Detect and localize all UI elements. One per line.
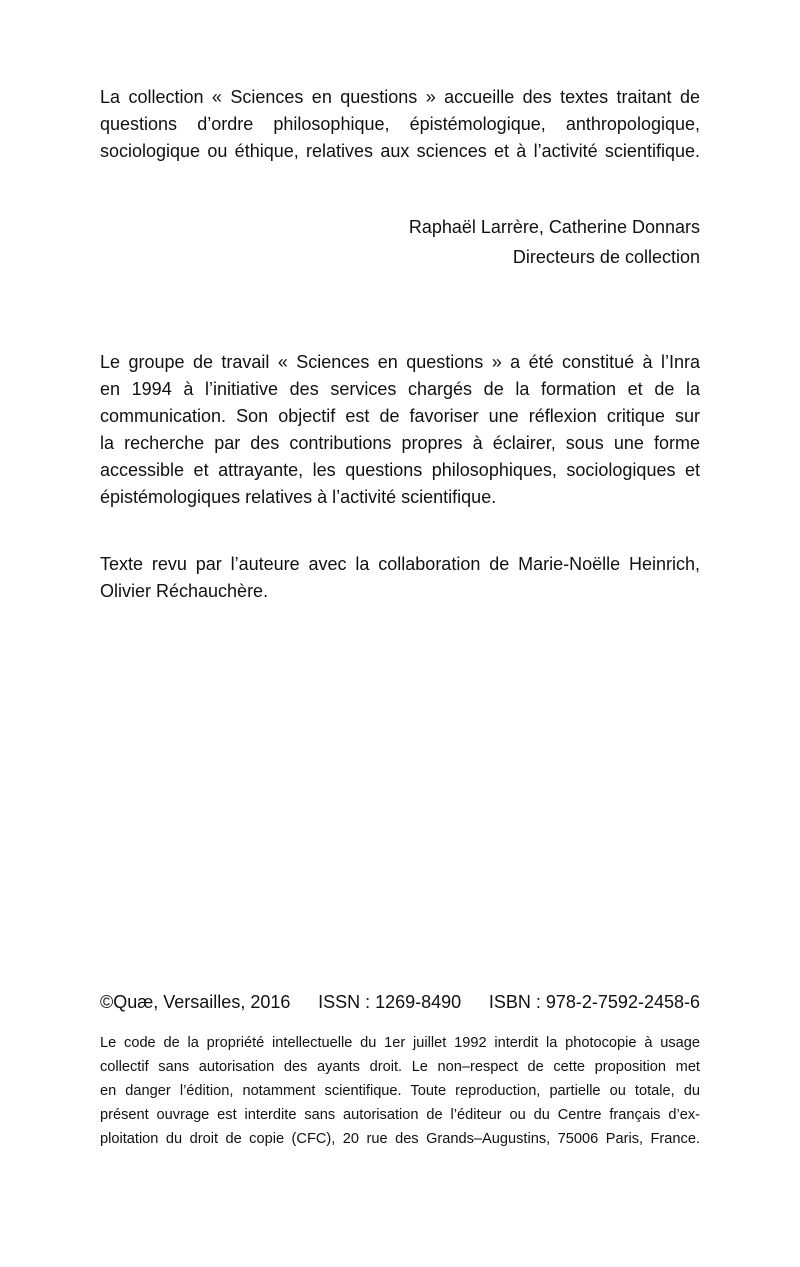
working-group-paragraph — [100, 349, 700, 511]
copyright-notice: ©Quæ, Versailles, 2016 — [100, 992, 291, 1012]
text-line: Le groupe de travail « Sciences en questions » a été constitué à l’Inra — [100, 352, 700, 372]
isbn-number: ISBN : 978-2-7592-2458-6 — [488, 992, 700, 1012]
text-revision-credit — [100, 551, 700, 605]
text-line: présent ouvrage est interdite sans autorisation de l’éditeur ou du Centre français d’ex- — [100, 1107, 700, 1123]
text-line: Directeurs de collection — [512, 247, 700, 267]
text-line: épistémologiques relatives à l’activité scientifique. — [100, 487, 497, 507]
text-line: communication. Son objectif est de favoriser une réflexion critique sur — [100, 406, 700, 426]
collection-intro-paragraph — [100, 84, 700, 165]
text-line: La collection « Sciences en questions » accueille des textes traitant de — [100, 87, 700, 107]
text-line: Texte revu par l’auteure avec la collaboration de Marie-Noëlle Heinrich, — [100, 554, 700, 574]
text-line: questions d’ordre philosophique, épistémologique, anthropologique, — [100, 114, 700, 134]
publication-info-line — [100, 989, 700, 1016]
text-line: collectif sans autorisation des ayants droit. Le non–respect de cette proposition met — [100, 1059, 700, 1075]
text-line: sociologique ou éthique, relatives aux sciences et à l’activité scientifique. — [100, 141, 700, 161]
text-line: en 1994 à l’initiative des services chargés de la formation et de la — [100, 379, 700, 399]
issn-number: ISSN : 1269-8490 — [318, 992, 462, 1012]
text-line: Olivier Réchauchère. — [100, 581, 269, 601]
text-line: Raphaël Larrère, Catherine Donnars — [408, 217, 700, 237]
legal-notice-paragraph — [100, 1031, 700, 1151]
text-line: en danger l’édition, notamment scientifique. Toute reproduction, partielle ou totale, du — [100, 1083, 700, 1099]
text-line: la recherche par des contributions propres à éclairer, sous une forme — [100, 433, 700, 453]
text-line: Le code de la propriété intellectuelle du 1er juillet 1992 interdit la photocopie à usage — [100, 1035, 700, 1051]
collection-directors-credit — [100, 212, 700, 272]
text-line: ploitation du droit de copie (CFC), 20 rue des Grands–Augustins, 75006 Paris, France. — [100, 1131, 700, 1147]
text-line: accessible et attrayante, les questions philosophiques, sociologiques et — [100, 460, 700, 480]
